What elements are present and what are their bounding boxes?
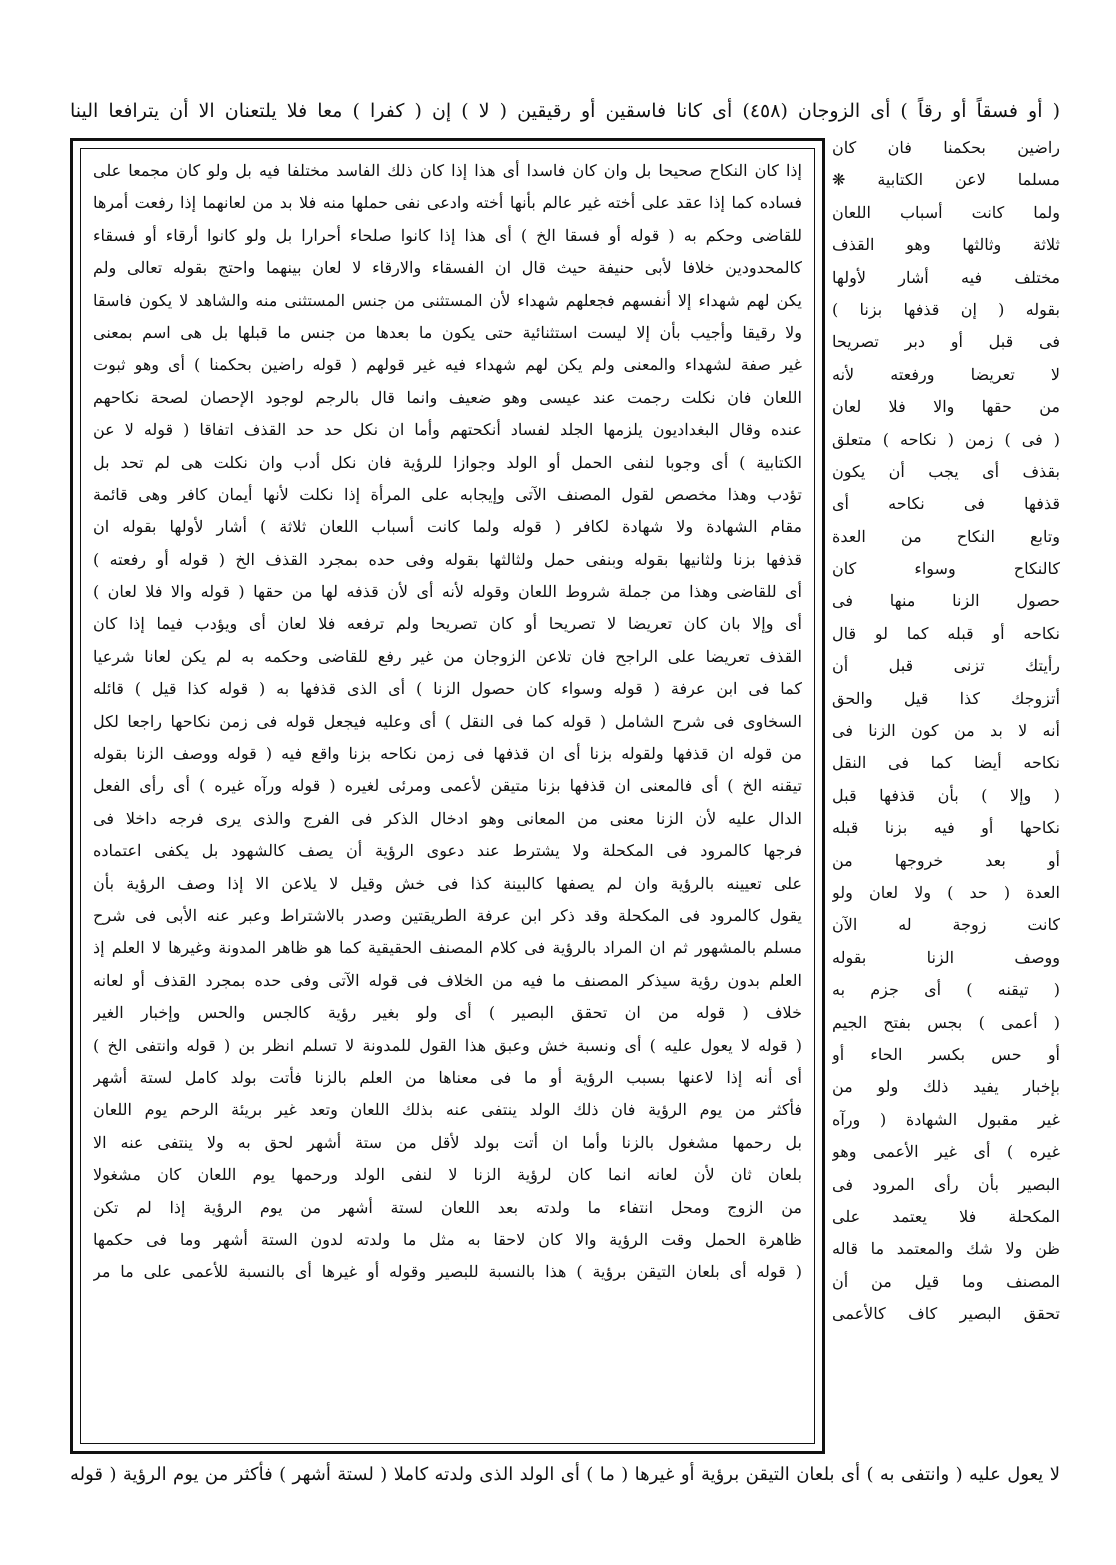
commentary-line: فرجها كالمرود فى المكحلة ولا يشترط عند دعوى الرؤية أن يصف كالشهود بل يكفى اعتماده xyxy=(93,841,802,861)
main-text-line: فى قبل أو دبر تصريحا xyxy=(832,332,1060,352)
main-text-line: نكاحه أو قبله كما لو قال xyxy=(832,623,1060,643)
main-text-line: نكاحه أيضا كما فى النقل xyxy=(832,753,1060,773)
commentary-line: مسلم بالمشهور ثم ان المراد بالرؤية فى كلام المصنف الحقيقية كما هو ظاهر المدونة وغيرها لا العلم إذ xyxy=(93,938,802,958)
commentary-line: عنده وقال البغداديون يلزمها الجلد لفساد أنكحتهم وأما ان نكل حد حد القذف اتفاقا ( قوله لا عن xyxy=(93,420,802,440)
main-text-line: غيره ) أى غير الأعمى وهو xyxy=(832,1142,1060,1162)
main-text-line: ولما كانت أسباب اللعان xyxy=(832,202,1060,222)
commentary-line: القذف تعريضا على الراجح فان تلاعن الزوجان من غير رفع للقاضى وحكمه به لم يكن لعانا شرعيا xyxy=(93,646,802,666)
commentary-line: ظاهرة الحمل وقت الرؤية والا كان لاحقا به مثل ما ولدته لدون الستة أشهر وما فى حكمها xyxy=(93,1229,802,1249)
commentary-line: أى للقاضى وهذا من جملة شروط اللعان وقوله لأنه أى لأن قذفه لها من حقها ( قوله والا فلا لعان ) xyxy=(93,582,802,602)
main-text-line: أو بعد خروجها من xyxy=(832,850,1060,870)
commentary-line: على تعيينه بالرؤية وان لم يصفها كالبينة كذا فى خش وقيل لا يلاعن الا إذا وصف الرؤية بأن xyxy=(93,873,802,893)
main-text-line: ( تيقنه ) أى جزم به xyxy=(832,980,1060,1000)
commentary-line: من الزوج ومحل انتفاء ما ولدته بعد اللعان لستة أشهر من يوم الرؤية إذا لم تكن xyxy=(93,1197,802,1217)
commentary-line: اللعان فان نكلت رجمت عند عيسى وهو ضعيف وانما قال بالرجم لوجود الإحصان لصحة نكاحهم xyxy=(93,387,802,407)
commentary-line: الدال عليه لأن الزنا معنى من المعانى وهو ادخال الذكر فى الفرج والذى يرى فرجه داخلا فى xyxy=(93,808,802,828)
commentary-line: تؤدب وهذا مخصص لقول المصنف الآتى وإيجابه على المرأة إذا نكلت لأنها أيمان كافر وهى قائمة xyxy=(93,484,802,504)
main-text-line: بإخبار يفيد ذلك ولو من xyxy=(832,1077,1060,1097)
commentary-line: غير صفة لشهداء والمعنى ولم يكن لهم شهداء فيه غير قولهم ( قوله راضين بحكمنا ) أى وهو ثبوت xyxy=(93,355,802,375)
commentary-line: بل رحمها مشغول بالزنا وأما ان أتت بولد لأقل من ستة أشهر لحق به ولا ينتفى عنه الا xyxy=(93,1132,802,1152)
commentary-frame xyxy=(70,138,825,1454)
main-text-line: ( وإلا ) بأن قذفها قبل xyxy=(832,785,1060,805)
main-text-line: تحقق البصير كاف كالأعمى xyxy=(832,1304,1060,1324)
main-text-line: مختلف فيه أشار لأولها xyxy=(832,267,1060,287)
main-text-line: نكاحها أو فيه بزنا قبله xyxy=(832,818,1060,838)
main-text-line: أو حس بكسر الحاء أو xyxy=(832,1044,1060,1064)
main-text-line: راضين بحكمنا فان كان xyxy=(832,138,1060,157)
commentary-line: ( قوله لا يعول عليه ) أى ونسبة خش وعبق هذا القول للمدونة لا تسلم انظر بن ( قوله وانتفى الخ ) xyxy=(93,1035,802,1055)
commentary-line: يكن لهم شهداء إلا أنفسهم فجعلهم شهداء لأن المستثنى من جنس المستثنى منه والشاهد لا يكون فاسقا xyxy=(93,290,802,310)
commentary-line: مقام الشهادة ولا شهادة لكافر ( قوله ولما كانت أسباب اللعان ثلاثة ) أشار لأولها بقوله ان xyxy=(93,517,802,537)
main-text-line: غير مقبول الشهادة ( ورآه xyxy=(832,1109,1060,1129)
commentary-line: العلم بدون رؤية سيذكر المصنف ما فيه من الخلاف فى قوله الآتى وفى حده بمجرد القذف أو لعانه xyxy=(93,970,802,990)
commentary-line: بلعان ثان لأن لعانه انما كان لرؤية الزنا لا لنفى الولد ورحمها يوم اللعان كان مشغولا xyxy=(93,1165,802,1185)
page-footer-line: لا يعول عليه ( وانتفى به ) أى بلعان التيقن برؤية أو غيرها ( ما ) أى الولد الذى ولدته كاملا ( لستة أشهر ) فأكثر من يوم الرؤية ( قوله xyxy=(70,1464,1060,1485)
main-text-line: أتزوجك كذا قيل والحق xyxy=(832,688,1060,708)
main-text-line: المصنف وما قيل من أن xyxy=(832,1271,1060,1291)
commentary-line: كالمحدودين خلافا لأبى حنيفة حيث قال ان الفسقاء والارقاء لا لعان بينهما واحتج بقوله تعالى ولم xyxy=(93,258,802,278)
main-text-line: ثلاثة وثالثها وهو القذف xyxy=(832,235,1060,255)
commentary-line: يقول كالمرود فى المكحلة وقد ذكر ابن عرفة الطريقتين وصدر بالاشتراط وعبر عنه الأبى فى شرح xyxy=(93,905,802,925)
page-header-line: ( أو فسقاً أو رقاً ) أى الزوجان (٤٥٨) أى كانا فاسقين أو رقيقين ( لا ) إن ( كفرا ) معا فلا يلتعنان الا أن يترافعا الينا xyxy=(70,100,1060,122)
main-text-line: ( فى ) زمن ( نكاحه ) متعلق xyxy=(832,429,1060,449)
main-text-line: حصول الزنا منها فى xyxy=(832,591,1060,611)
commentary-line: من قوله ان قذفها ولقوله بزنا أى ان قذفها فى زمن نكاحه بزنا واقع فيه ( قوله ووصف الزنا بقوله xyxy=(93,744,802,764)
main-text-line: لا تعريضا ورفعته لأنه xyxy=(832,364,1060,384)
main-text-line: المكحلة فلا يعتمد على xyxy=(832,1206,1060,1226)
commentary-line: ( قوله أى بلعان التيقن برؤية ) هذا بالنسبة للبصير وقوله أو غيرها أى بالنسبة للأعمى على ما مر xyxy=(93,1262,802,1282)
main-text-line: بقوله ( إن قذفها بزنا ) xyxy=(832,299,1060,319)
main-text-line: كانت زوجة له الآن xyxy=(832,915,1060,935)
commentary-line: إذا كان النكاح صحيحا بل وان كان فاسدا أى هذا إذا كان ذلك الفاسد مختلفا فيه بل ولو كان مجمعا على xyxy=(93,161,802,180)
main-text-line: أنه لا بد من كون الزنا فى xyxy=(832,721,1060,741)
main-text-line: ووصف الزنا بقوله xyxy=(832,947,1060,967)
commentary-line: قذفها بزنا ولثانيها بقوله وبنفى حمل ولثالثها بقوله وفى حده بمجرد القذف الخ ( قوله أو رفعته ) xyxy=(93,549,802,569)
main-text-line: ( أعمى ) بجس بفتح الجيم xyxy=(832,1012,1060,1032)
commentary-line: فساده كما إذا عقد على أخته غير عالم بأنها أخته وادعى نفى حملها منه فلا بد من لعانهما إذا رفعت أمرها xyxy=(93,193,802,213)
commentary-line: كما فى ابن عرفة ( قوله وسواء كان حصول الزنا ) أى الذى قذفها به ( قوله كذا قيل ) قائله xyxy=(93,679,802,699)
commentary-text xyxy=(93,155,802,1289)
commentary-line: السخاوى فى شرح الشامل ( قوله كما فى النقل ) أى وعليه فيجعل قوله فى زمن نكاحها راجعا لكل xyxy=(93,711,802,731)
commentary-line: أى وإلا بان كان تعريضا لا تصريحا أو كان تصريحا ولم ترفعه فلا لعان أى ويؤدب فيما إذا كان xyxy=(93,614,802,634)
commentary-line: ولا رقيقا وأجيب بأن إلا ليست استثنائية حتى يكون ما بعدها من جنس ما قبلها بل هى اسم بمعنى xyxy=(93,322,802,342)
main-text-line: مسلما لاعن الكتابية ❋ xyxy=(832,170,1060,190)
commentary-line: أى أنه إذا لاعنها بسبب الرؤية أو ما فى معناها من العلم بالزنا فأتت بولد كامل لستة أشهر xyxy=(93,1067,802,1087)
main-text-line: من حقها والا فلا لعان xyxy=(832,397,1060,417)
main-text-line: وتابع النكاح من العدة xyxy=(832,526,1060,546)
main-text-line: البصير بأن رأى المرود فى xyxy=(832,1174,1060,1194)
commentary-line: الكتابية ) أى وجوبا لنفى الحمل أو الولد وجوازا للرؤية فان نكل أدب وان نكلت هى لم تحد بل xyxy=(93,452,802,472)
main-text-column xyxy=(832,132,1060,1330)
main-text-line: كالنكاح وسواء كان xyxy=(832,559,1060,579)
commentary-line: تيقنه الخ ) أى فالمعنى ان قذفها بزنا متيقن لأعمى ومرئى لغيره ( قوله ورآه غيره ) أى رأى الفعل xyxy=(93,776,802,796)
main-text-line: العدة ( حد ) ولا لعان ولو xyxy=(832,882,1060,902)
main-text-line: بقذف أى يجب أن يكون xyxy=(832,461,1060,481)
main-text-line: قذفها فى نكاحه أى xyxy=(832,494,1060,514)
commentary-line: للقاضى وحكم به ( قوله أو فسقا الخ ) أى هذا إذا كانوا صلحاء أحرارا بل ولو كانوا أرقاء أو فسقاء xyxy=(93,225,802,245)
commentary-line: خلاف ( قوله من ان تحقق البصير ) أى ولو بغير رؤية كالجس والحس وإخبار الغير xyxy=(93,1003,802,1023)
commentary-line: فأكثر من يوم الرؤية فان ذلك الولد ينتفى عنه بذلك اللعان وتعد غير بريئة الرحم يوم اللعان xyxy=(93,1100,802,1120)
main-text-line: رأيتك تزنى قبل أن xyxy=(832,656,1060,676)
main-text-line: ظن ولا شك والمعتمد ما قاله xyxy=(832,1239,1060,1259)
commentary-inner-frame xyxy=(80,148,815,1444)
